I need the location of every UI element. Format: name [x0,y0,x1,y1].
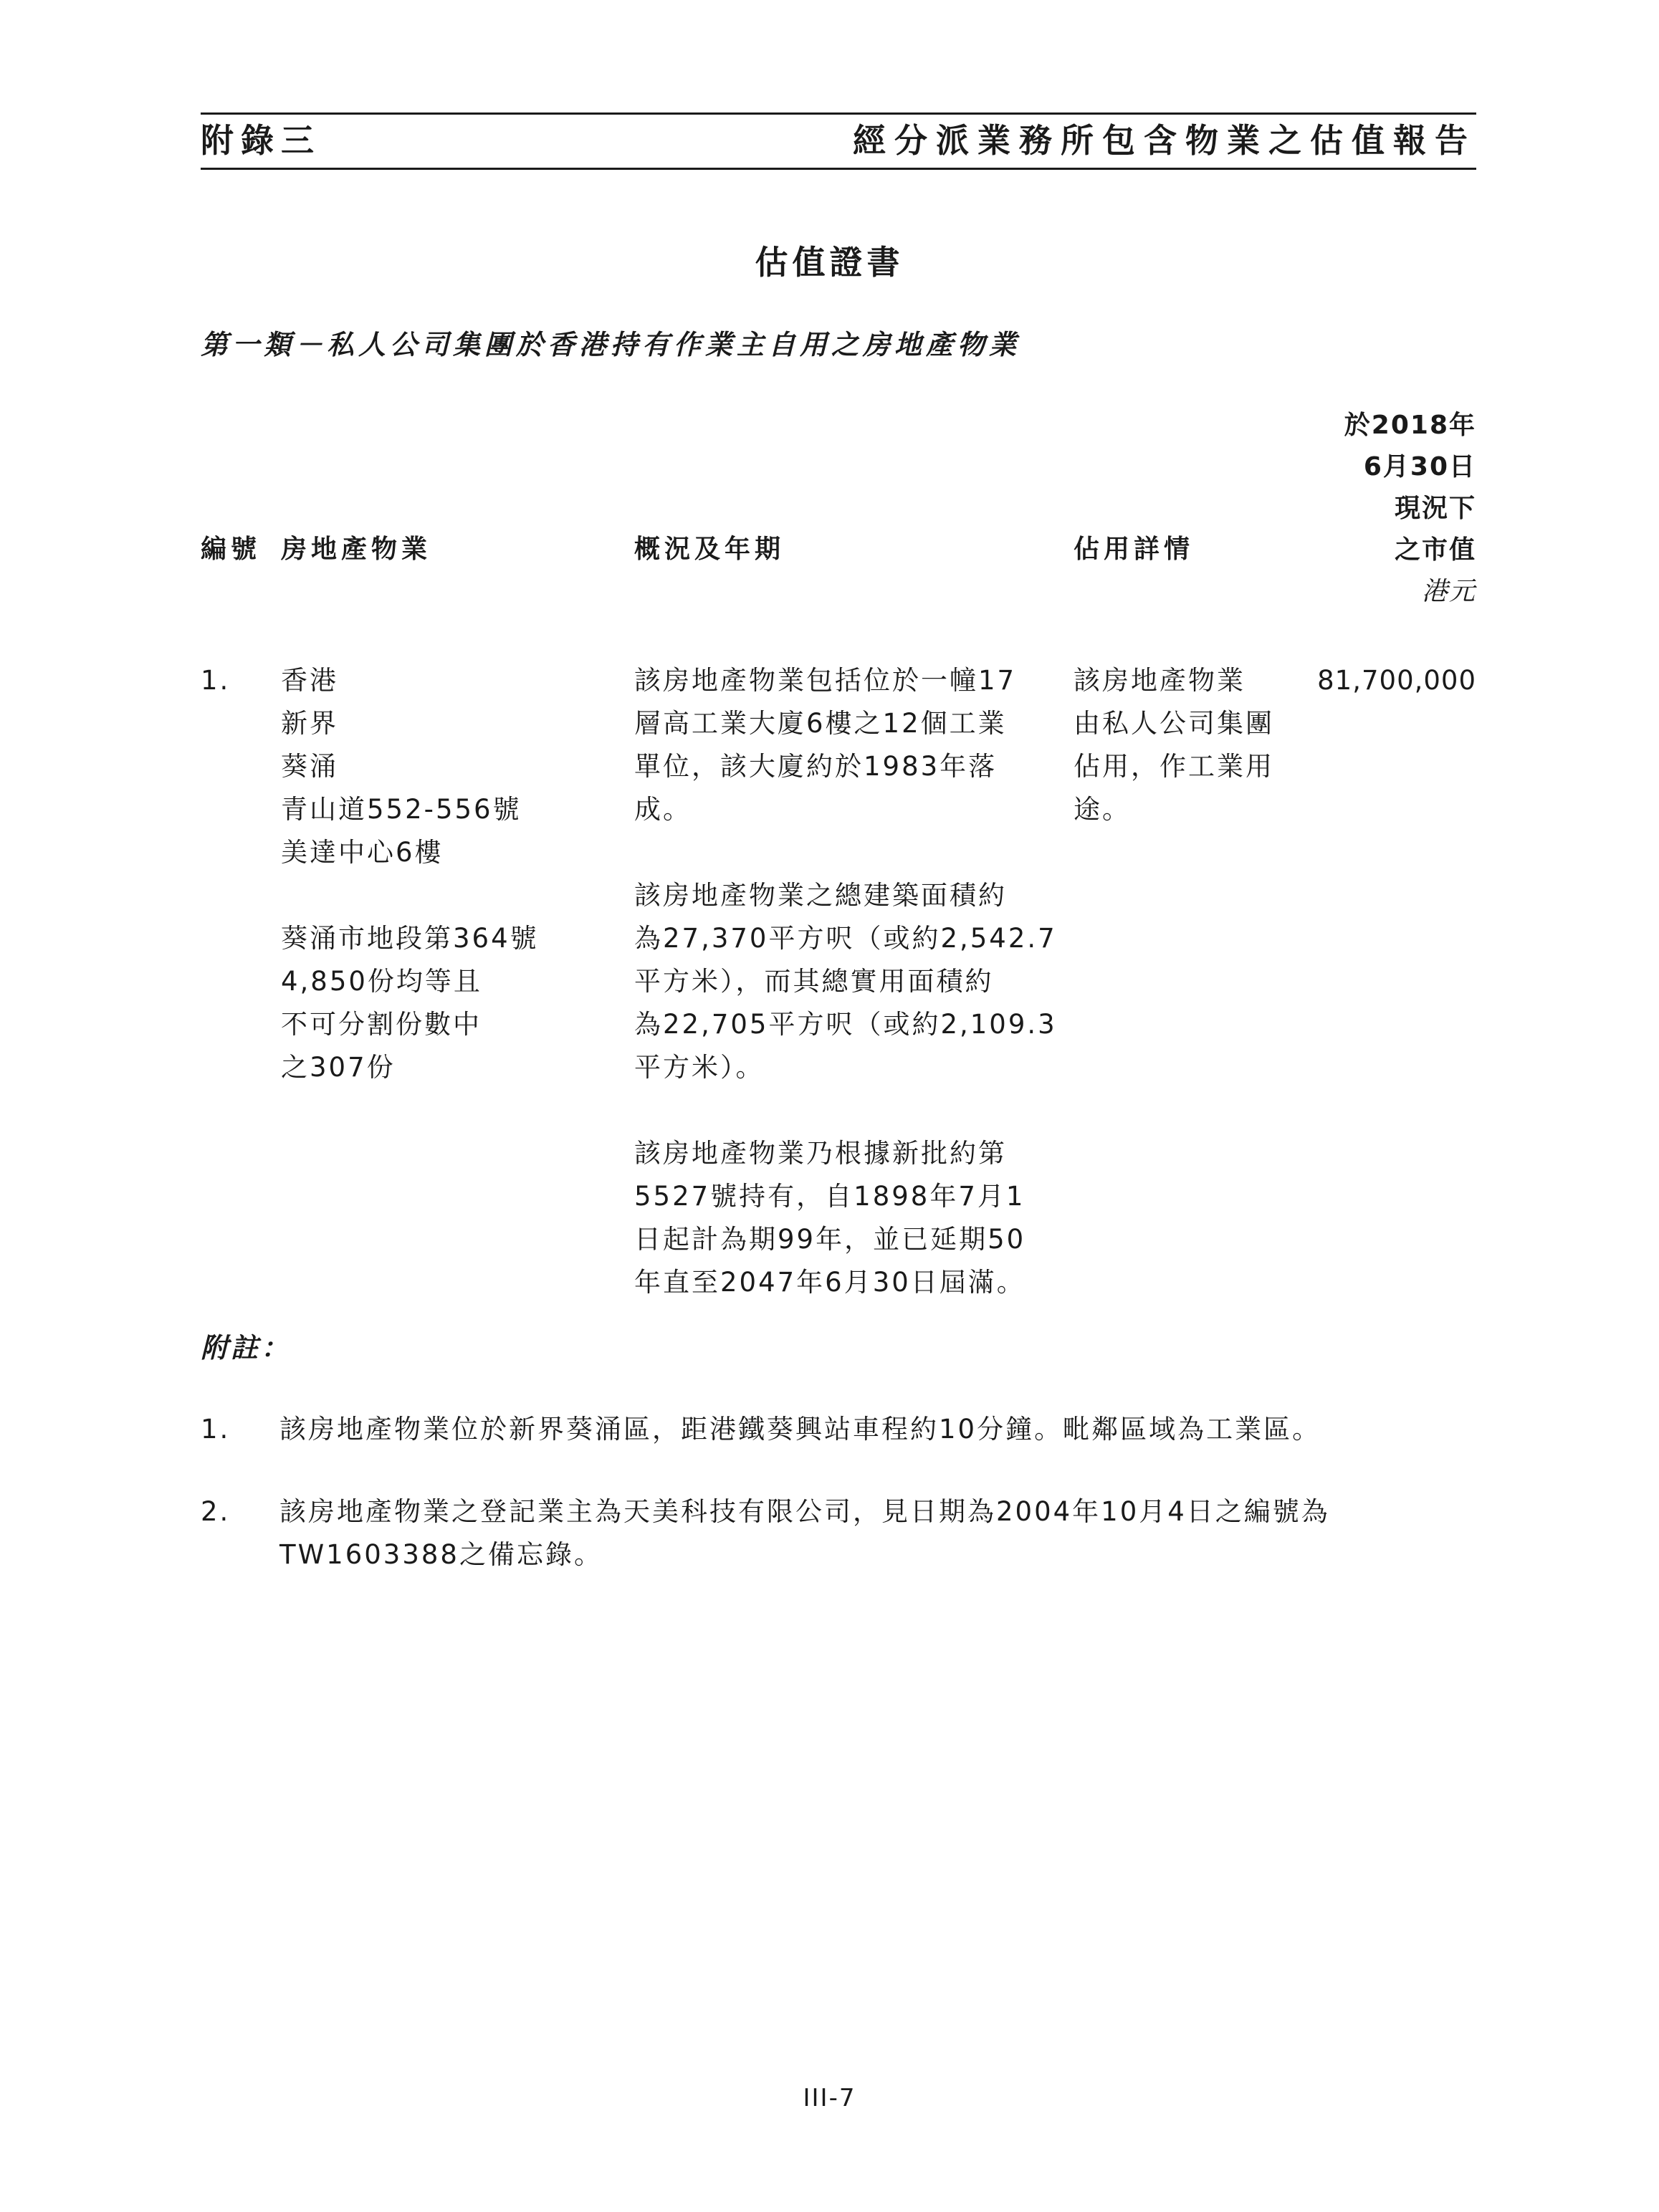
description-line: 平方米）。 [634,1052,765,1083]
description-line: 5527號持有，自1898年7月1 [634,1181,1025,1212]
description-line: 日起計為期99年，並已延期50 [634,1224,1026,1255]
lot-line: 不可分割份數中 [281,1009,482,1040]
occupancy-details [1074,659,1274,831]
description-line: 為27,370平方呎（或約2,542.7 [634,923,1057,954]
col-head-description: 概況及年期 [634,535,785,564]
description-line: 平方米），而其總實用面積約 [634,966,994,997]
lot-line: 葵涌市地段第364號 [281,923,539,954]
description-paragraph [634,1132,1057,1304]
description-line: 層高工業大廈6樓之12個工業 [634,708,1007,739]
value-head-line: 6月30日 [1363,452,1476,482]
address-line: 青山道552-556號 [281,794,522,825]
property-address [281,659,539,1132]
occupancy-line: 佔用，作工業用 [1074,751,1274,782]
description-line: 單位，該大廈約於1983年落 [634,751,998,782]
description-line: 該房地產物業包括位於一幢17 [634,665,1017,696]
description-line: 為22,705平方呎（或約2,109.3 [634,1009,1057,1040]
note-line: 該房地產物業位於新界葵涌區，距港鐵葵興站車程約10分鐘。毗鄰區域為工業區。 [279,1414,1321,1445]
col-head-occupancy: 佔用詳情 [1074,535,1195,564]
certificate-title: 估值證書 [755,243,904,282]
property-description [634,659,1057,1347]
description-paragraph [634,874,1057,1089]
market-value: 81,700,000 [1317,665,1476,696]
row-number: 1. [201,665,231,696]
description-paragraph [634,659,1057,831]
occupancy-line: 該房地產物業 [1074,665,1246,696]
lot-line: 之307份 [281,1052,396,1083]
lot-line: 4,850份均等且 [281,966,482,997]
appendix-label: 附錄三 [201,121,321,160]
description-line: 該房地產物業乃根據新批約第 [634,1138,1007,1169]
address-line: 美達中心6樓 [281,837,444,868]
header-bottom-rule [201,168,1476,170]
note-number: 2. [201,1496,231,1527]
category-heading: 第一類－私人公司集團於香港持有作業主自用之房地產物業 [201,329,1021,360]
address-line: 香港 [281,665,338,696]
report-title: 經分派業務所包含物業之估值報告 [853,121,1476,160]
note-number: 1. [201,1414,231,1445]
value-unit: 港元 [1421,577,1476,606]
col-head-property: 房地產物業 [281,535,432,564]
description-line: 年直至2047年6月30日屆滿。 [634,1267,1025,1298]
note-line: TW1603388之備忘錄。 [279,1539,603,1570]
page-number: III-7 [803,2084,856,2112]
description-line: 成。 [634,794,692,825]
address-line: 葵涌 [281,751,338,782]
header-top-rule [201,112,1476,115]
occupancy-line: 途。 [1074,794,1131,825]
value-head-line: 之市值 [1394,535,1476,565]
note-line: 該房地產物業之登記業主為天美科技有限公司，見日期為2004年10月4日之編號為 [279,1496,1330,1527]
col-head-no: 編號 [201,535,262,564]
occupancy-line: 由私人公司集團 [1074,708,1274,739]
address-line: 新界 [281,708,338,739]
notes-title: 附註： [201,1332,292,1364]
description-line: 該房地產物業之總建築面積約 [634,880,1007,911]
value-head-line: 於2018年 [1344,411,1476,440]
col-head-value [1344,405,1476,613]
value-head-line: 現況下 [1394,494,1476,523]
